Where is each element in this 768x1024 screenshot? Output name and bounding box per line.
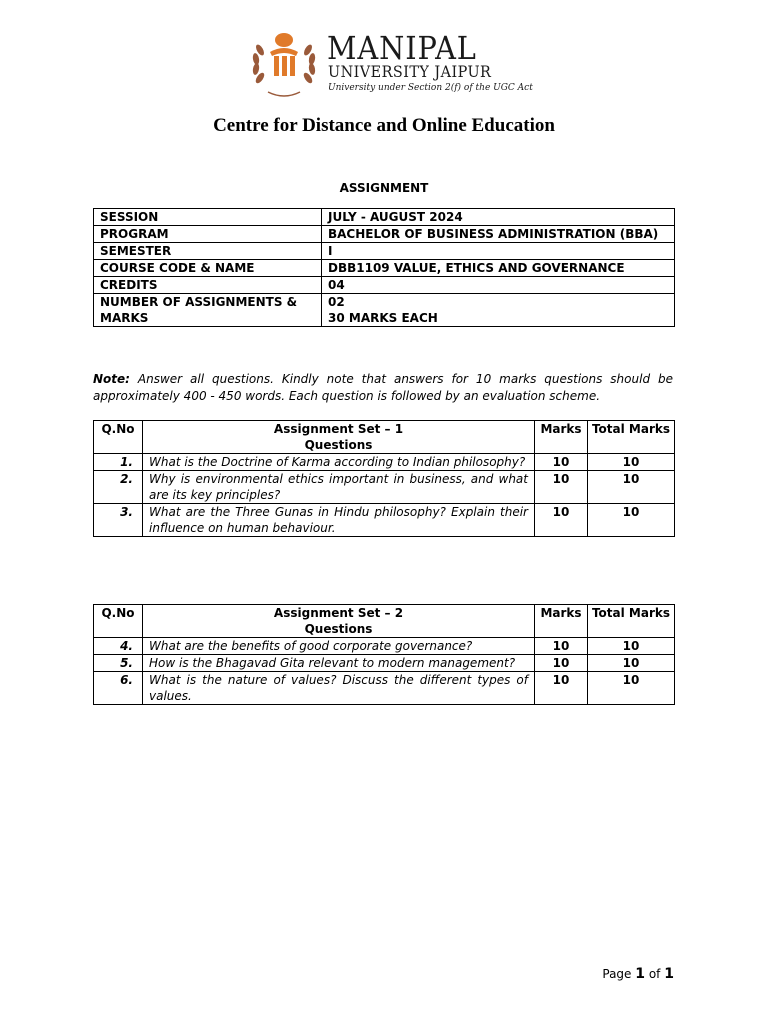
question-marks: 10 xyxy=(535,655,588,672)
question-total: 10 xyxy=(588,454,675,471)
header-set-title xyxy=(143,421,535,454)
question-marks: 10 xyxy=(535,454,588,471)
session-label: SESSION xyxy=(94,209,322,226)
table-row xyxy=(94,209,675,226)
question-number: 1. xyxy=(94,454,143,471)
assignments-count: 02 xyxy=(328,295,345,309)
question-total: 10 xyxy=(588,638,675,655)
header-total-marks: Total Marks xyxy=(588,421,675,454)
table-row xyxy=(94,454,675,471)
question-number: 3. xyxy=(94,504,143,537)
table-header-row xyxy=(94,421,675,454)
brand-subtitle: UNIVERSITY JAIPUR xyxy=(328,62,492,81)
table-row xyxy=(94,277,675,294)
set-title: Assignment Set – 1 xyxy=(273,422,404,436)
note-label: Note: xyxy=(93,372,130,386)
table-row xyxy=(94,504,675,537)
questions-header: Questions xyxy=(304,438,373,452)
header-marks: Marks xyxy=(535,421,588,454)
question-total: 10 xyxy=(588,471,675,504)
assignment-set-2-table xyxy=(93,604,675,705)
semester-label: SEMESTER xyxy=(94,243,322,260)
question-number: 5. xyxy=(94,655,143,672)
university-logo xyxy=(248,28,538,100)
question-number: 4. xyxy=(94,638,143,655)
question-text: What are the benefits of good corporate governance? xyxy=(143,638,535,655)
program-label: PROGRAM xyxy=(94,226,322,243)
question-total: 10 xyxy=(588,672,675,705)
header-total-marks: Total Marks xyxy=(588,605,675,638)
question-number: 2. xyxy=(94,471,143,504)
course-info-table xyxy=(93,208,675,327)
question-total: 10 xyxy=(588,655,675,672)
question-text: What are the Three Gunas in Hindu philosophy? Explain their influence on human behaviour. xyxy=(143,504,535,537)
note-paragraph xyxy=(93,371,673,405)
table-header-row xyxy=(94,605,675,638)
header-set-title xyxy=(143,605,535,638)
assignment-heading: ASSIGNMENT xyxy=(339,181,429,195)
page-current: 1 xyxy=(635,966,646,982)
question-marks: 10 xyxy=(535,471,588,504)
question-number: 6. xyxy=(94,672,143,705)
brand-tagline: University under Section 2(f) of the UGC Act xyxy=(328,83,533,93)
page-word: Page xyxy=(602,967,632,981)
question-total: 10 xyxy=(588,504,675,537)
credits-value: 04 xyxy=(322,277,675,294)
of-word: of xyxy=(648,967,661,981)
table-row xyxy=(94,638,675,655)
question-text: Why is environmental ethics important in business, and what are its key principles? xyxy=(143,471,535,504)
assignments-marks: 30 MARKS EACH xyxy=(328,311,438,325)
question-text: What is the nature of values? Discuss the different types of values. xyxy=(143,672,535,705)
table-row xyxy=(94,471,675,504)
manipal-emblem-icon xyxy=(248,28,320,100)
assignments-label: NUMBER OF ASSIGNMENTS & MARKS xyxy=(94,294,322,327)
page-total: 1 xyxy=(664,966,674,982)
question-text: What is the Doctrine of Karma according to Indian philosophy? xyxy=(143,454,535,471)
page-footer xyxy=(602,966,674,982)
table-row xyxy=(94,655,675,672)
brand-name: MANIPAL xyxy=(327,29,477,67)
credits-label: CREDITS xyxy=(94,277,322,294)
header-qno: Q.No xyxy=(94,605,143,638)
semester-value: I xyxy=(322,243,675,260)
table-row xyxy=(94,672,675,705)
question-marks: 10 xyxy=(535,638,588,655)
question-marks: 10 xyxy=(535,672,588,705)
questions-header: Questions xyxy=(304,622,373,636)
table-row xyxy=(94,226,675,243)
set-title: Assignment Set – 2 xyxy=(273,606,404,620)
question-text: How is the Bhagavad Gita relevant to modern management? xyxy=(143,655,535,672)
table-row xyxy=(94,260,675,277)
note-text: Answer all questions. Kindly note that answers for 10 marks questions should be approximately 400 - 450 words. Each question is followed by an evaluation scheme. xyxy=(93,372,673,403)
table-row xyxy=(94,294,675,327)
header-qno: Q.No xyxy=(94,421,143,454)
question-marks: 10 xyxy=(535,504,588,537)
table-row xyxy=(94,243,675,260)
centre-title: Centre for Distance and Online Education xyxy=(213,115,555,136)
assignments-value xyxy=(322,294,675,327)
assignment-set-1-table xyxy=(93,420,675,537)
program-value: BACHELOR OF BUSINESS ADMINISTRATION (BBA) xyxy=(322,226,675,243)
course-label: COURSE CODE & NAME xyxy=(94,260,322,277)
header-marks: Marks xyxy=(535,605,588,638)
session-value: JULY - AUGUST 2024 xyxy=(322,209,675,226)
course-value: DBB1109 VALUE, ETHICS AND GOVERNANCE xyxy=(322,260,675,277)
